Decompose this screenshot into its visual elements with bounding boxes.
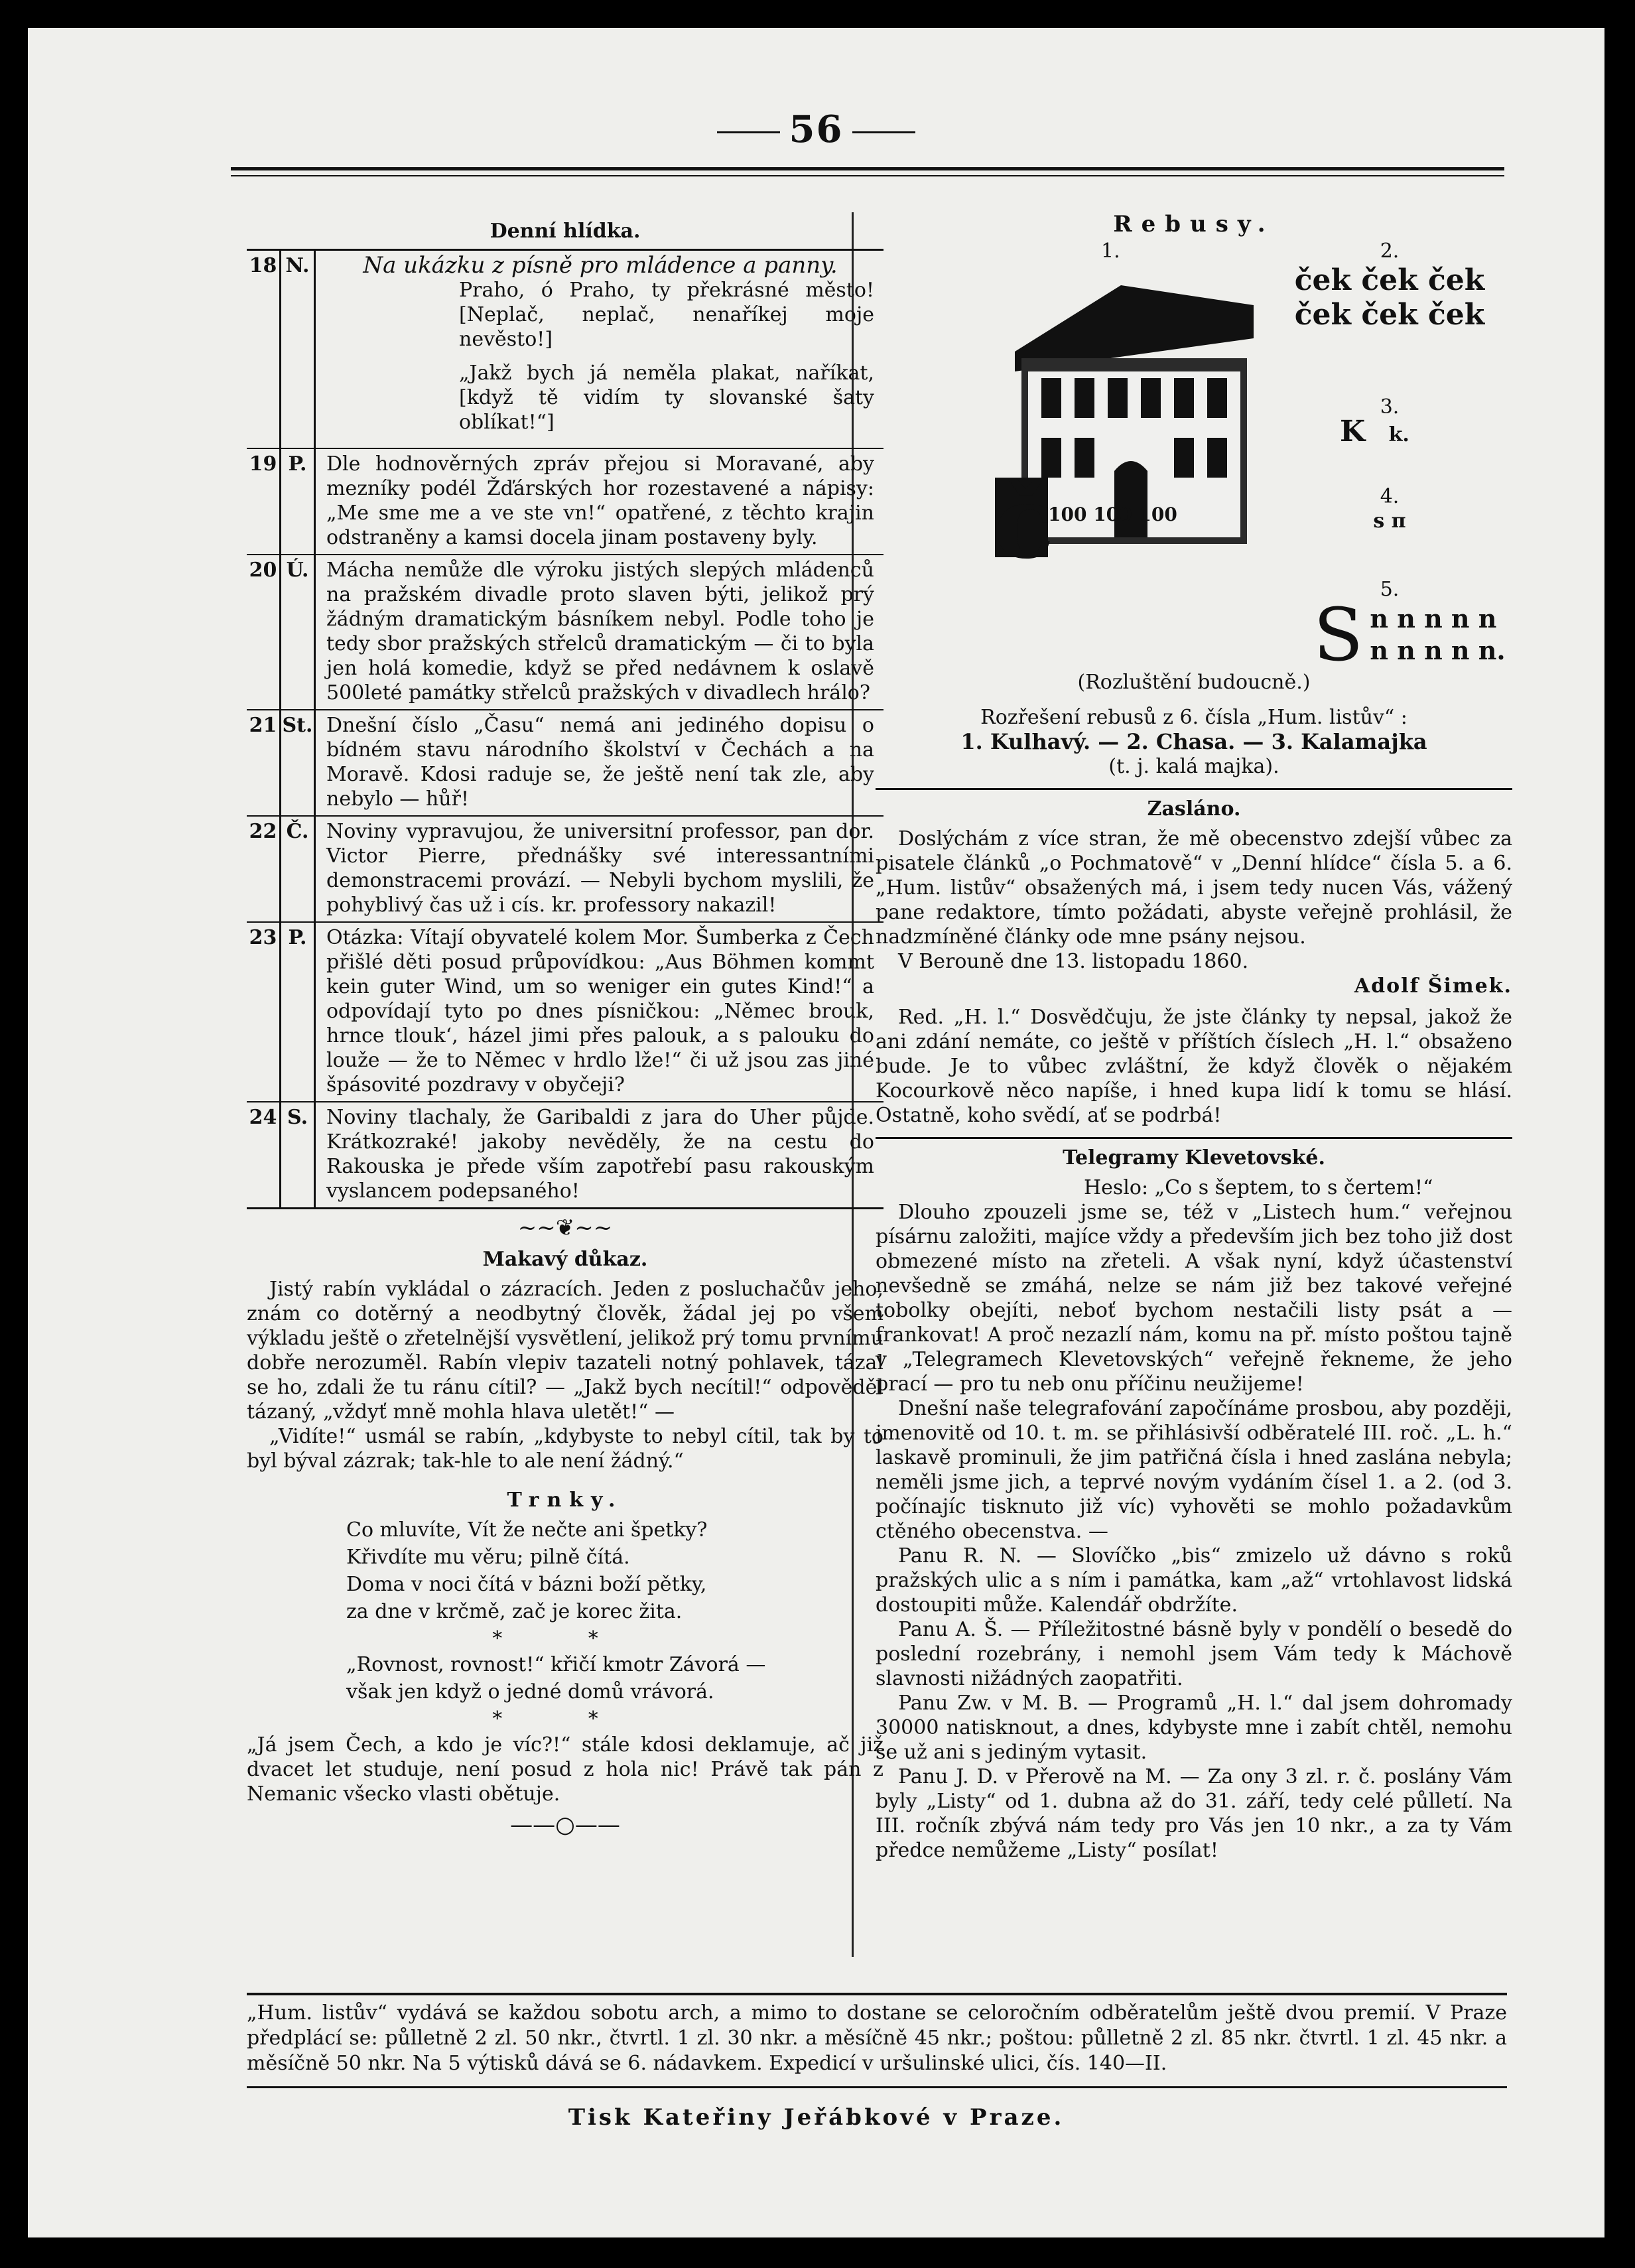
ornament: ——○—— (510, 1812, 620, 1838)
rebus-number: 2. (1380, 239, 1400, 263)
calendar-day: 24 (247, 1102, 281, 1207)
calendar-entry: Noviny vypravujou, že universitní professor, pan dor. Victor Pierre, přednášky své interessantními demonstracemi provází. — Nebyli bychom myslili, že pohyblivý čas už i cís. kr. professory nakazil! (326, 820, 874, 917)
poem-line: však jen když o jedné domů vrávorá. (346, 1680, 714, 1703)
rebus-big-k: K (1340, 415, 1366, 448)
right-column (876, 212, 1512, 1863)
rebus-number: 3. (1380, 395, 1400, 419)
calendar-day: 18 (247, 251, 281, 448)
poem-line: „Rovnost, rovnost!“ křičí kmotr Závorá — (346, 1653, 766, 1676)
subscription-notice: „Hum. listův“ vydává se každou sobotu arch, a mimo to dostane se celoročním odběratelům ještě dvou premií. V Praze předplácí se: půlletně 2 zl. 50 nkr., čtvrtl. 1 zl. 30 nkr. a měsíčně 45 nkr.; poštou: půlletně 2 zl. 85 nkr. čtvrtl. 1 zl. 45 nkr. a měsíčně 50 nkr. Na 5 výtisků dává se 6. nádavkem. Expedicí v uršulinské ulici, čís. 140—II. (247, 1993, 1507, 2076)
rebus-small-k: k. (1388, 423, 1409, 446)
page-number: 56 (28, 107, 1604, 151)
trumps-title: Trnky. (507, 1489, 623, 1512)
proof-title: Makavý důkaz. (482, 1248, 648, 1271)
poem-line: za dne v krčmě, zač je korec žita. (346, 1600, 683, 1623)
calendar-entry: Otázka: Vítají obyvatelé kolem Mor. Šumberka z Čech přišlé děti posud průpovídkou: „Aus Böhmen kommt kein guter Wind, um so weniger ein gutes Kind!“ a odpovídají tyto po dnes písničkou: „Němec brouk, hrnce tlouk‘, házel jimi přes palouk, a s palouku do louže — že to Němec v hrdlo lže!“ či už jsou zas jiné špásovité pozdravy v obyčeji? (326, 926, 874, 1097)
rebus-solution-label: Rozřešení rebusů z 6. čísla „Hum. listův“ : (980, 706, 1407, 729)
rebus-section (876, 211, 1512, 677)
rebus-solution: 1. Kulhavý. — 2. Chasa. — 3. Kalamajka (960, 729, 1427, 754)
separator-stars: * * (492, 1707, 638, 1731)
rebus-cek-row: ček ček ček (1294, 298, 1485, 332)
rebus-title: Rebusy. (1113, 211, 1275, 237)
rebus-note: (Rozluštění budoucně.) (1077, 671, 1311, 694)
editor-reply: Red. „H. l.“ Dosvědčuju, že jste články ty nepsal, jakož že ani zdání nemáte, co ještě v příštích číslech „H. l.“ obsaženo bude. Je to vůbec zvláštní, že když člověk o nějakém Kocourkově něco napíše, i hned kupa lidí k tomu se hlásí. Ostatně, koho svědí, ať se podrbá! (876, 1006, 1512, 1127)
newspaper-page (28, 28, 1604, 2237)
calendar-day: 20 (247, 555, 281, 709)
song-verse: „Jakž bych já neměla plakat, naříkat, [když tě vidím ty slovanské šaty oblíkat!“] (459, 362, 874, 434)
calendar-day: 22 (247, 817, 281, 921)
rebus-big-s: S (1313, 592, 1364, 677)
calendar-weekday: Č. (281, 817, 316, 921)
ornament: ~~❦~~ (517, 1215, 613, 1241)
calendar-weekday: N. (281, 251, 316, 448)
telegram-paragraph: Panu Zw. v M. B. — Programů „H. l.“ dal jsem dohromady 30000 natisknout, a dnes, kdybyste mne i zabít chtěl, nemohu se už ani s jediným vytasit. (876, 1692, 1512, 1764)
calendar-entry: Dnešní číslo „Času“ nemá ani jediného dopisu o bídném stavu národního školství v Čechách a na Moravě. Kdosi raduje se, že ještě není tak zle, aby nebylo — hůř! (326, 714, 874, 811)
calendar-entry (316, 251, 883, 448)
rebus-solution-note: (t. j. kalá majka). (1108, 755, 1279, 778)
rebus-cek-row: ček ček ček (1294, 263, 1485, 297)
calendar-weekday: S. (281, 1102, 316, 1207)
calendar-title: Denní hlídka. (490, 220, 641, 243)
separator-stars: * * (492, 1627, 638, 1650)
letter-paragraph: Doslýchám z více stran, že mě obecenstvo zdejší vůbec za pisatele článků „o Pochmatově“ v „Denní hlídce“ čísla 5. a 6. „Hum. listův“ obsažených má, i jsem tedy nucen Vás, vážený pane redaktore, tímto požádati, abyste veřejně prohlásil, že nadzmíněné články ode mne psány nejsou. (876, 827, 1512, 949)
poem-line: Co mluvíte, Vít že nečte ani špetky? (346, 1518, 708, 1542)
calendar-day: 23 (247, 923, 281, 1101)
rebus-4 (1274, 484, 1506, 533)
calendar-weekday: Ú. (281, 555, 316, 709)
rebus-5 (1274, 577, 1506, 677)
telegram-paragraph: Panu J. D. v Přerově na M. — Za ony 3 zl. r. č. poslány Vám byly „Listy“ od 1. dubna až do 31. září, tedy celé půlletí. Na III. ročník zbývá nám tedy pro Vás jen 10 nkr., a za ty Vám předce nemůžeme „Listy“ posílat! (876, 1765, 1512, 1862)
calendar-entry-title: Na ukázku z písně pro mládence a panny. (363, 252, 838, 279)
poem-line: Doma v noci čítá v bázni boží pětky, (346, 1573, 707, 1596)
calendar-day: 21 (247, 710, 281, 815)
poem-line: Křivdíte mu věru; pilně čítá. (346, 1546, 630, 1569)
calendar-table (247, 249, 883, 1209)
rebus-n-row: n n n n n. (1370, 635, 1506, 665)
rebus-3 (1274, 395, 1506, 447)
proof-paragraph: Jistý rabín vykládal o zázracích. Jeden z posluchačův jeho, znám co dotěrný a neodbytný člověk, žádal jej po všem výkladu ještě o zřetelnější vysvětlení, jelikož prý tomu prvnímu dobře nerozuměl. Rabín vlepiv tazateli notný pohlavek, tázal se ho, zdali že tu ránu cítil? — „Jakž bych necítil!“ odpověděl tázaný, „vždyť mně mohla hlava uletět!“ — (247, 1278, 883, 1424)
telegram-motto: Heslo: „Co s šeptem, to s čertem!“ (1084, 1176, 1433, 1199)
calendar-entry: Mácha nemůže dle výroku jistých slepých mládenců na pražském divadle proto slaven býti, jelikož prý žádným dramatickým básníkem nebyl. Podle toho je tedy sbor pražských střelců dramatickým — či to byla jen holá komedie, když se před nedávnem k oslavě 500leté památky střelců pražských v divadlech hrálo? (326, 559, 874, 704)
poem-stanza (247, 1518, 883, 1624)
telegram-paragraph: Panu R. N. — Slovíčko „bis“ zmizelo už dávno s roků pražských ulic a s ním i památka, kam „až“ vrtohlavost lidská dostoupiti může. Kalendář obdržíte. (876, 1544, 1512, 1617)
calendar-day: 19 (247, 449, 281, 554)
printer-imprint: Tisk Kateřiny Jeřábkové v Praze. (568, 2104, 1065, 2131)
letter-place-date: V Berouně dne 13. listopadu 1860. (898, 950, 1249, 973)
song-verse: Praho, ó Praho, ty překrásné město! [Neplač, neplač, nenaříkej moje nevěsto!] (459, 279, 874, 351)
calendar-weekday: P. (281, 449, 316, 554)
telegram-paragraph: Dlouho zpouzeli jsme se, též v „Listech hum.“ veřejnou písárnu založiti, majíce vždy a především jich bez toho již dost obmezené místo na zřeteli. A však nyní, když účastenství nevšedně se zmáhá, nelze se nám již bez takové veřejné tobolky obejíti, neboť bychom nestačili listy psát a — frankovat! A proč nezazlí nám, komu na př. místo poštou tajně v „Telegramech Klevetovských“ veřejně řekneme, že jeho prací — pro tu neb onu příčinu neužijeme! (876, 1201, 1512, 1396)
calendar-entry: Noviny tlachaly, že Garibaldi z jara do Uher půjde. Krátkozraké! jakoby nevěděly, že na cestu do Rakouska je přede vším zapotřebí pasu rakouským vyslancem podepsaného! (326, 1106, 874, 1203)
telegram-paragraph: Panu A. Š. — Příležitostné básně byly v pondělí o besedě do poslední rozebrány, i nemohl jsem Vám tedy k Máchově slavnosti nižádných zaopatřiti. (876, 1618, 1512, 1690)
rebus-2 (1274, 239, 1506, 332)
poem-paragraph: „Já jsem Čech, a kdo je víc?!“ stále kdosi deklamuje, ač již dvacet let studuje, není posud z hola nic! Právě tak pán z Nemanic všecko vlasti obětuje. (247, 1733, 883, 1806)
poem-stanza (247, 1652, 883, 1704)
top-rule-thin (231, 175, 1504, 176)
section-rule (876, 788, 1512, 790)
house-rebus-picture (975, 259, 1267, 570)
calendar-weekday: St. (281, 710, 316, 815)
rebus-number: 1. (1101, 239, 1120, 263)
section-rule (876, 1137, 1512, 1139)
rebus-number: 5. (1380, 578, 1400, 601)
rebus-n-row: n n n n n (1370, 604, 1497, 634)
rebus-s-pi: s π (1373, 509, 1406, 533)
rebus-letter-c: č (994, 464, 1055, 570)
letter-signature: Adolf Šimek. (1354, 974, 1512, 998)
rebus-number: 4. (1380, 485, 1400, 508)
proof-paragraph: „Vidíte!“ usmál se rabín, „kdybyste to nebyl cítil, tak by to byl býval zázrak; tak-hle to ale není žádný.“ (247, 1425, 883, 1473)
footer-rule (247, 2086, 1507, 2088)
calendar-weekday: P. (281, 923, 316, 1101)
top-rule (231, 167, 1504, 170)
letter-title: Zasláno. (1147, 797, 1241, 821)
left-column (247, 212, 883, 1844)
calendar-entry: Dle hodnověrných zpráv přejou si Moravané, aby mezníky podél Žďárských hor rozestavené a nápisy: „Me sme me a ve ste vn!“ opatřené, z těchto krajin odstraněny a kamsi docela jinam postaveny byly. (326, 452, 874, 549)
rebus-numbers: 100 100 100 (1048, 503, 1177, 525)
telegram-paragraph: Dnešní naše telegrafování započínáme prosbou, aby později, jmenovitě od 10. t. m. se přihlásivší odběratelé III. roč. „L. h.“ laskavě prominuli, že jim patřičná čísla i hned zaslána nebyla; neměli jsme jich, a teprvé novým vydáním čísel 1. a 2. (od 3. počínajíc tisknuto již víc) vyhověti se mohlo požadavkům ctěného obecenstva. — (876, 1397, 1512, 1543)
telegram-title: Telegramy Klevetovské. (1063, 1146, 1325, 1169)
door (1114, 461, 1147, 537)
